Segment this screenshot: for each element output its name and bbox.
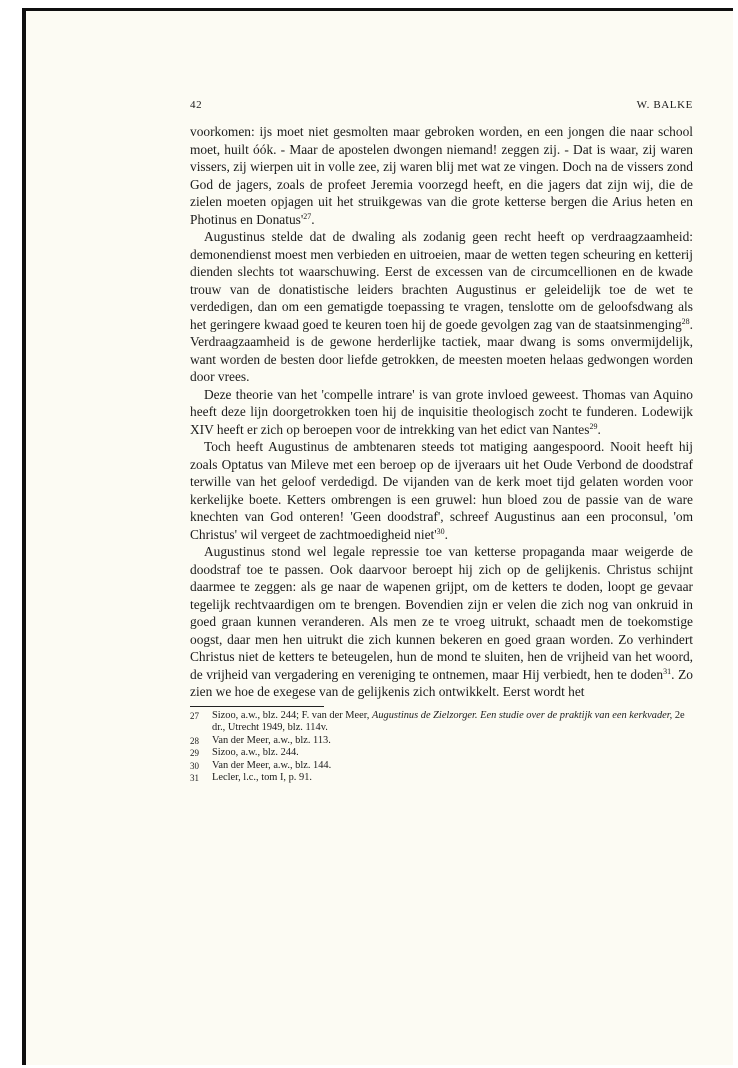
footnote-text: Lecler, l.c., tom I, p. 91. xyxy=(212,772,312,783)
paragraph: Toch heeft Augustinus de ambtenaren steeds tot matiging aangespoord. Nooit heeft hij zoals Optatus van Mileve met een beroep op de ijveraars uit het Oude Verbond de doodstraf terwille van het geloof verdedigd. De vijanden van de kerk moet tijd gelaten worden voor kerkelijke boete. Ketters ombrengen is een gruwel: hun bloed zou de passie van de ware knechten van God onteren! 'Geen doodstraf', schreef Augustinus aan een proconsul, 'om Christus' wil vergeet de zachtmoedigheid $niet'^{30}$. xyxy=(190,439,693,542)
footnote xyxy=(190,710,693,735)
paragraph: Augustinus stond wel legale repressie toe van ketterse propaganda maar weigerde de doodstraf toe te passen. Ook daarvoor beroept hij zich op de gelijkenis. Christus schijnt daarmee te zeggen: als ge naar de wapenen grijpt, om de ketters te doden, loopt ge gevaar tegelijk rechtvaardigen om te brengen. Bovendien zijn er velen die zich nog van onkruid in goed graan kunnen veranderen. Als men ze te vroeg uitrukt, schaadt men de toekomstige oogst, daar men hen uitrukt die zich kunnen bekeren en goed graan worden. Zo verhindert Christus niet de ketters te beteugelen, hun de mond te sluiten, hen de vrijheid van het woord, de vrijheid van vergadering en vereniging te ontnemen, maar Hij verbiedt, hen te doden$^{31}$. Zo zien we hoe de exegese van de gelijkenis zich ontwikkelt. Eerst wordt het xyxy=(190,544,693,699)
scanned-page xyxy=(22,8,733,1065)
footnote-ref: 29 xyxy=(589,421,598,431)
footnote xyxy=(190,772,693,785)
footnote-text: Sizoo, a.w., blz. 244. xyxy=(212,747,299,758)
footnote-number: 27 xyxy=(190,710,199,721)
footnote-ref: 28 xyxy=(681,316,690,326)
body-text xyxy=(190,123,693,701)
paragraph: Deze theorie van het 'compelle intrare' is van grote invloed geweest. Thomas van Aquino heeft deze lijn doorgetrokken toen hij de inquisitie theologisch zocht te funderen. Lodewijk XIV heeft er zich op beroepen voor de intrekking van het edict van Nantes$^{29}$. xyxy=(190,386,693,437)
footnote-ref: 31 xyxy=(663,666,672,676)
footnote-number: 28 xyxy=(190,735,199,746)
footnote xyxy=(190,735,693,748)
running-head xyxy=(190,99,693,111)
footnote-divider xyxy=(190,706,324,707)
footnote xyxy=(190,760,693,773)
footnote-text: Sizoo, a.w., blz. 244; F. van der Meer, Augustinus de Zielzorger. Een studie over de praktijk van een kerkvader, 2e dr., Utrecht 1949, blz. 114v. xyxy=(212,709,685,733)
footnote-number: 29 xyxy=(190,748,199,758)
footnote-text: Van der Meer, a.w., blz. 144. xyxy=(212,759,332,771)
footnote-ref: 27 xyxy=(303,211,312,221)
page-content xyxy=(190,99,693,785)
footnote-number: 31 xyxy=(190,773,199,783)
footnote-number: 30 xyxy=(190,760,199,771)
footnote-ref: 30 xyxy=(436,526,445,536)
paragraph: Augustinus stelde dat de dwaling als zodanig geen recht heeft op verdraagzaamheid: demonendienst moest men verbieden en uitroeien, maar de wetten tegen scheuring en ketterij dienden slechts tot waarschuwing. Eerst de excessen van de circumcellionen en de kwade trouw van de donatistische leiders brachten Augustinus er geleidelijk toe de wet te verdedigen, dan om een gematigde toepassing te vragen, tenslotte om de geloofsdwang als het geringere kwaad goed te keuren toen hij de goede gevolgen zag van de staatsinmenging$^{28}$. Verdraagzaamheid is de gewone herderlijke tactiek, maar dwang is soms onvermijdelijk, want worden de besten door liefde getrokken, de meesten moeten helaas gedwongen worden door vrees. xyxy=(190,229,693,384)
footnote xyxy=(190,747,693,760)
paragraph: voorkomen: ijs moet niet gesmolten maar gebroken worden, en een jongen die naar school moet, huilt óók. - Maar de apostelen dwongen niemand! zeggen zij. - Dat is waar, zij waren vissers, zij wierpen uit in volle zee, zij waren blij met wat ze vingen. Doch na de vissers zond God de jagers, zoals de profeet Jeremia voorzegd heeft, en die jagers dat zijn wij, die de zielen moeten opjagen uit het struikgewas van die grote ketterse bergen die Arius heten en Photinus en $Donatus'^{27}$. xyxy=(190,124,693,227)
footnote-text: Van der Meer, a.w., blz. 113. xyxy=(212,734,331,746)
footnotes xyxy=(190,710,693,785)
page-number: 42 xyxy=(190,99,203,111)
running-head-author: W. BALKE xyxy=(636,99,693,111)
